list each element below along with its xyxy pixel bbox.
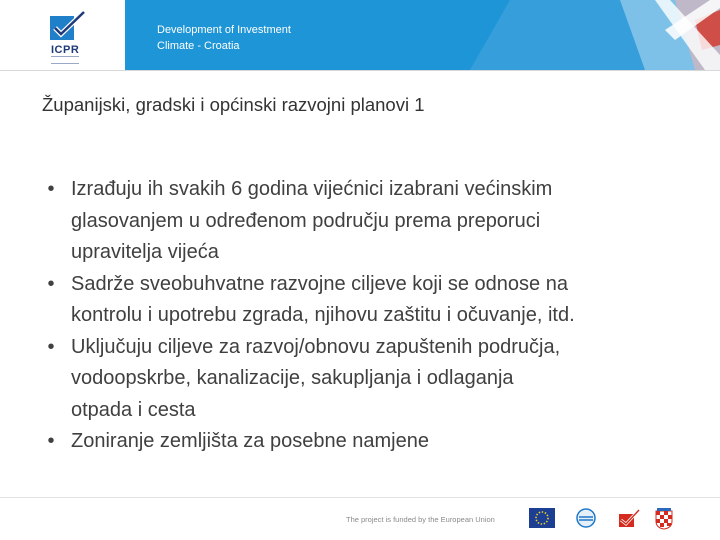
- bullet-line: glasovanjem u određenom području prema preporuci: [71, 209, 541, 232]
- bullet-icon: •: [47, 178, 55, 200]
- bullet-icon: •: [47, 335, 55, 358]
- bullet-line: Sadrže sveobuhvatne razvojne ciljeve koji se odnose na: [71, 272, 568, 295]
- bullet-item: [42, 426, 692, 458]
- bullet-item: [42, 269, 692, 332]
- icpr-logo-icon: [50, 10, 88, 42]
- header-title: [157, 22, 291, 54]
- croatian-coat-of-arms-icon: [655, 508, 673, 530]
- bullet-item: [42, 332, 692, 427]
- logo-text: ICPR: [51, 44, 80, 56]
- bullet-list: [42, 174, 692, 458]
- bullet-line: vodoopskrbe, kanalizacije, sakupljanja i odlaganja: [71, 367, 514, 389]
- partner-logo-icon: [574, 508, 598, 528]
- bullet-line: otpada i cesta: [71, 398, 196, 421]
- logo-area: [0, 0, 125, 70]
- header-banner: [0, 0, 720, 70]
- header-divider: [0, 70, 720, 71]
- footer-funding-text: The project is funded by the European Union: [346, 515, 495, 524]
- bullet-line: Zoniranje zemljišta za posebne namjene: [71, 430, 429, 452]
- header-title-line2: Climate - Croatia: [157, 40, 240, 52]
- bullet-icon: •: [47, 430, 55, 452]
- footer-divider: [0, 497, 720, 498]
- bullet-line: Izrađuju ih svakih 6 godina vijećnici izabrani većinskim: [71, 178, 553, 200]
- bullet-icon: •: [47, 272, 55, 295]
- eu-flag-icon: [529, 508, 555, 528]
- agency-logo-icon: [617, 508, 641, 528]
- bullet-line: kontrolu i upotrebu zgrada, njihovu zaštitu i očuvanje, itd.: [71, 304, 575, 326]
- croatian-flag-decoration-icon: [470, 0, 720, 70]
- logo-subtext-lines: [51, 56, 79, 64]
- header-title-line1: Development of Investment: [157, 24, 291, 36]
- slide-title: Županijski, gradski i općinski razvojni planovi 1: [42, 94, 425, 115]
- bullet-line: upravitelja vijeća: [71, 241, 219, 263]
- bullet-item: [42, 174, 692, 269]
- bullet-line: Uključuju ciljeve za razvoj/obnovu zapuštenih područja,: [71, 335, 561, 358]
